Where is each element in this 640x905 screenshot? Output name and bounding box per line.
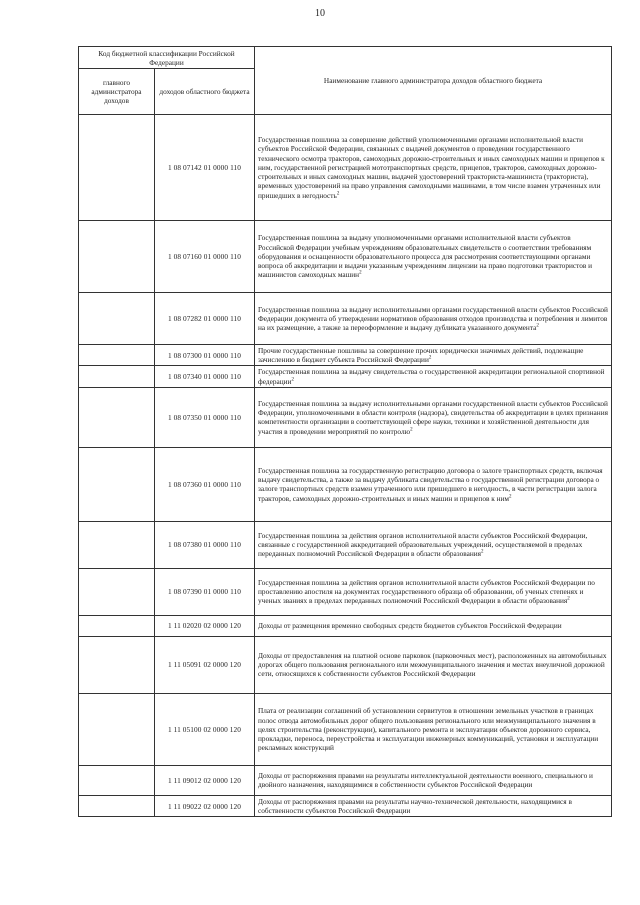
income-description-cell [255,293,612,345]
admin-code-cell [79,521,155,568]
footnote-marker: 2 [359,270,362,276]
footnote-marker: 2 [536,323,539,329]
income-description-text: Доходы от предоставления на платной основе парковок (парковочных мест), расположенных на автомобильных дорогах общего пользования регионального или межмуниципального значения и местах внеуличной дорожной сети, относящихся к собственности субъектов Российской Федерации [258,651,607,679]
income-description-text: Прочие государственные пошлины за совершение прочих юридически значимых действий, подлежащие зачислению в бюджет субъекта Российской Федерации [258,346,584,365]
income-description-cell [255,615,612,636]
table-row [79,765,612,795]
table-row [79,693,612,765]
admin-code-cell [79,115,155,221]
admin-code-cell [79,795,155,816]
admin-code-cell [79,693,155,765]
table-row [79,345,612,366]
table-row [79,795,612,816]
table-row [79,447,612,521]
income-description-text: Доходы от распоряжения правами на результаты интеллектуальной деятельности военного, специального и двойного назначения, находящимися в собственности субъектов Российской Федерации [258,771,593,790]
income-code-cell: 1 08 07390 01 0000 110 [155,568,255,615]
income-code-cell: 1 08 07282 01 0000 110 [155,293,255,345]
income-code-cell: 1 11 09022 02 0000 120 [155,795,255,816]
footnote-marker: 2 [336,191,340,197]
table-row [79,221,612,293]
income-code-cell: 1 08 07160 01 0000 110 [155,221,255,293]
header-budget-code-group: Код бюджетной классификации Российской Федерации [79,47,255,69]
admin-code-cell [79,387,155,447]
header-main-administrator: главного администратора доходов [79,69,155,115]
income-code-cell: 1 08 07300 01 0000 110 [155,345,255,366]
income-code-cell: 1 08 07360 01 0000 110 [155,447,255,521]
table-row [79,568,612,615]
income-code-cell: 1 11 05100 02 0000 120 [155,693,255,765]
footnote-marker: 2 [428,355,432,361]
income-description-text: Государственная пошлина за выдачу уполномоченными органами исполнительной власти субъектов Российской Федерации учебным учреждениям образовательных свидетельств о соответствии требованиям оборудования и оснащенности образовательного процесса для рассмотрения соответствующими органами вопроса об аккредитации и выдачи указанным учреждениям лицензии на право подготовки трактористов и машинистов самоходных машин [258,233,593,280]
admin-code-cell [79,636,155,693]
header-regional-income: доходов областного бюджета [155,69,255,115]
admin-code-cell [79,765,155,795]
admin-code-cell [79,345,155,366]
income-description-text: Государственная пошлина за выдачу свидетельства о государственной аккредитации региональной спортивной федерации [258,367,605,386]
admin-code-cell [79,293,155,345]
admin-code-cell [79,615,155,636]
footnote-marker: 2 [410,427,413,433]
income-code-cell: 1 08 07340 01 0000 110 [155,366,255,387]
income-description-text: Государственная пошлина за совершение действий уполномоченными органами исполнительной власти субъектов Российской Федерации, связанных с выдачей документов о проведении государственного технического осмотра тракторов, самоходных дорожно-строительных и иных самоходных машин и прицепов к ним, государственной регистрацией мототранспортных средств, прицепов, тракторов, самоходных дорожно-строительных и иных самоходных машин, выдачей удостоверений тракториста-машиниста (тракториста), временных удостоверений на право управления самоходными машинами, в том числе взамен утраченных или пришедших в негодность [258,135,605,200]
footnote-marker: 2 [481,549,484,555]
income-code-cell: 1 08 07350 01 0000 110 [155,387,255,447]
income-description-text: Государственная пошлина за государственную регистрацию договора о залоге транспортных средств, включая выдачу свидетельства, а также за выдачу дубликата свидетельства о государственной регистрации договора о залоге транспортных средств взамен утраченного или пришедшего в негодность, в части регистрации залога тракторов, самоходных дорожно-строительных и иных машин и прицепов к ним [258,465,603,503]
budget-classification-table [78,46,612,817]
income-description-text: Государственная пошлина за выдачу исполнительными органами государственной власти субъектов Российской Федерации, уполномоченными в области контроля (надзора), свидетельства об аккредитации в целях признания компетентности организации в соответствующей сфере науки, техники и хозяйственной деятельности для участия в проведении мероприятий по контролю [258,398,608,436]
income-description-cell [255,568,612,615]
income-description-cell [255,447,612,521]
income-description-cell [255,345,612,366]
income-description-cell [255,221,612,293]
table-row [79,366,612,387]
income-code-cell: 1 11 09012 02 0000 120 [155,765,255,795]
income-description-text: Государственная пошлина за действия органов исполнительной власти субъектов Российской Федерации, связанные с государственной аккредитацией образовательных учреждений, осуществляемой в пределах переданных полномочий Российской Федерации в области образования [258,531,588,559]
income-description-text: Плата от реализации соглашений об установлении сервитутов в отношении земельных участков в границах полос отвода автомобильных дорог общего пользования регионального или межмуниципального значения в целях строительства (реконструкции), капитального ремонта и эксплуатации объектов дорожного сервиса, прокладки, переноса, переустройства и эксплуатации инженерных коммуникаций, установки и эксплуатации рекламных конструкций [258,706,599,753]
income-description-text: Доходы от размещения временно свободных средств бюджетов субъектов Российской Федерации [258,621,562,631]
income-description-cell [255,366,612,387]
page-number: 10 [315,8,325,19]
table-row [79,636,612,693]
income-description-cell [255,693,612,765]
income-code-cell: 1 08 07142 01 0000 110 [155,115,255,221]
income-description-text: Доходы от распоряжения правами на результаты научно-технической деятельности, находящимися в собственности субъектов Российской Федерации [258,796,572,816]
table-row [79,387,612,447]
income-description-cell [255,795,612,816]
income-code-cell: 1 11 05091 02 0000 120 [155,636,255,693]
income-description-text: Государственная пошлина за выдачу исполнительными органами государственной власти субъектов Российской Федерации документа об утверждении нормативов образования отходов производства и потребления и лимитов на их размещение, а также за переоформление и выдачу дубликата указанного документа [258,304,608,333]
table-row [79,115,612,221]
admin-code-cell [79,568,155,615]
footnote-marker: 2 [509,494,512,500]
admin-code-cell [79,447,155,521]
income-description-cell [255,387,612,447]
footnote-marker: 2 [567,596,570,602]
income-code-cell: 1 11 02020 02 0000 120 [155,615,255,636]
table-row [79,293,612,345]
table-row [79,521,612,568]
table-row [79,615,612,636]
admin-code-cell [79,221,155,293]
income-description-cell [255,765,612,795]
income-description-cell [255,115,612,221]
footnote-marker: 2 [291,377,294,383]
admin-code-cell [79,366,155,387]
header-administrator-name: Наименование главного администратора доходов областного бюджета [255,47,612,115]
income-code-cell: 1 08 07380 01 0000 110 [155,521,255,568]
income-description-cell [255,636,612,693]
income-description-cell [255,521,612,568]
income-description-text: Государственная пошлина за действия органов исполнительной власти субъектов Российской Федерации по проставлению апостиля на документах государственного образца об образовании, об ученых степенях и ученых званиях в пределах переданных полномочий Российской Федерации в области образования [258,578,595,606]
